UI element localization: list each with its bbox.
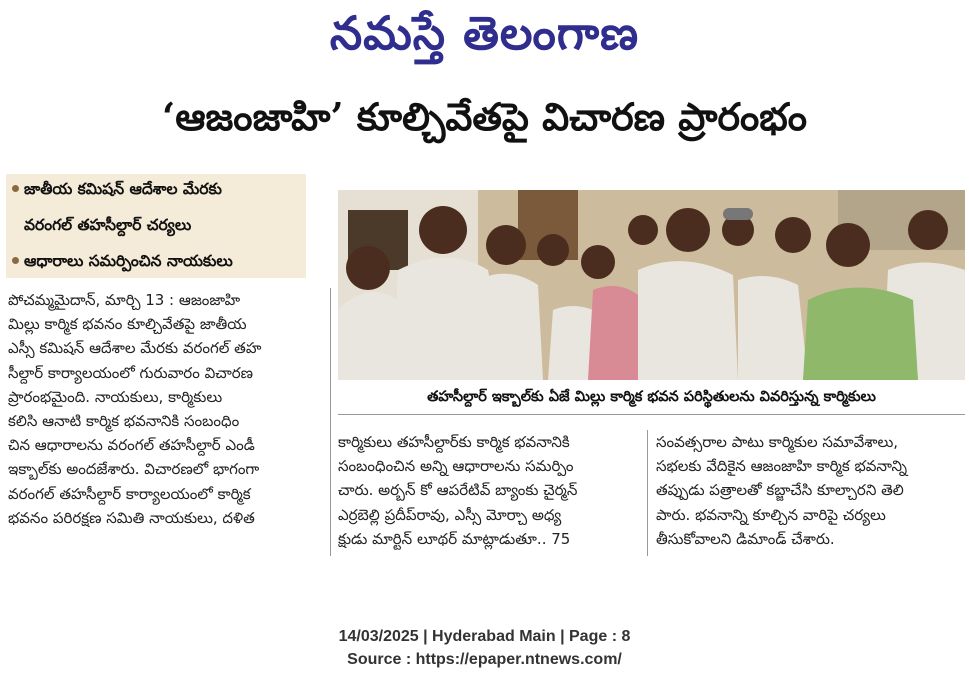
footer-source: Source : https://epaper.ntnews.com/ [347,651,622,668]
highlight-item: జాతీయ కమిషన్ ఆదేశాల మేరకు [6,178,306,208]
highlight-item: వరంగల్ తహసీల్దార్ చర్యలు [24,216,192,234]
news-photo-illustration [338,190,965,380]
highlights-box [6,174,306,278]
column-line: తప్పుడు పత్రాలతో కబ్జాచేసి కూల్చారని తెలి [656,481,904,500]
article-column-3 [656,430,966,551]
bullet-icon [12,185,19,192]
column-line: ప్రారంభమైంది. నాయకులు, కార్మికులు [8,387,223,406]
column-line: ఎర్రబెల్లి ప్రదీప్‌రావు, ఎస్సీ మోర్చా అధ్య [338,505,562,524]
footer-date-edition: 14/03/2025 | Hyderabad Main | Page : 8 [338,628,631,645]
article-column-2 [338,430,638,551]
column-line: కలిసి ఆనాటి కార్మిక భవనానికి సంబంధిం [8,412,240,431]
column-divider [330,288,331,556]
column-line: చారు. అర్బన్ కో ఆపరేటివ్ బ్యాంకు చైర్మన్ [338,481,578,500]
column-line: తీసుకోవాలని డిమాండ్ చేశారు. [656,529,835,548]
column-line: సభలకు వేదికైన ఆజంజాహి కార్మిక భవనాన్ని [656,457,908,476]
column-line: మిల్లు కార్మిక భవనం కూల్చివేతపై జాతీయ [8,315,247,334]
column-line: పోచమ్మమైదాన్, మార్చి 13 : ఆజంజాహి [8,291,241,309]
masthead [0,0,969,80]
photo-caption: తహసీల్దార్ ఇక్బాల్‌కు ఏజే మిల్లు కార్మిక భవన పరిస్థితులను వివరిస్తున్న కార్మికులు [338,380,965,415]
column-line: క్షుడు మార్టిన్ లూథర్ మాట్లాడుతూ.. 75 [338,529,571,548]
column-line: ఇక్బాల్‌కు అందజేశారు. విచారణలో భాగంగా [8,460,260,479]
article-headline: ‘ఆజంజాహి’ కూల్చివేతపై విచారణ ప్రారంభం [161,94,808,139]
column-line: సీల్దార్ కార్యాలయంలో గురువారం విచారణ [8,363,254,382]
column-divider [647,430,648,556]
column-line: సంవత్సరాల పాటు కార్మికుల సమావేశాలు, [656,433,899,451]
column-line: పారు. భవనాన్ని కూల్చిన వారిపై చర్యలు [656,505,886,524]
article-column-1 [8,288,324,530]
masthead-title: నమస్తే తెలంగాణ [329,6,640,60]
column-line: చిన ఆధారాలను వరంగల్ తహసీల్దార్ ఎండీ [8,436,255,455]
highlight-item: ఆధారాలు సమర్పించిన నాయకులు [6,250,306,280]
bullet-icon [12,257,19,264]
column-line: సంబంధించిన అన్ని ఆధారాలను సమర్పిం [338,457,574,476]
column-line: ఎస్సీ కమిషన్ ఆదేశాల మేరకు వరంగల్ తహ [8,339,262,358]
column-line: కార్మికులు తహసీల్దార్‌కు కార్మిక భవనానికి [338,433,570,451]
news-photo [338,190,965,380]
column-line: వరంగల్ తహసీల్దార్ కార్యాలయంలో కార్మిక [8,484,251,503]
column-line: భవనం పరిరక్షణ సమితి నాయకులు, దళిత [8,508,255,527]
